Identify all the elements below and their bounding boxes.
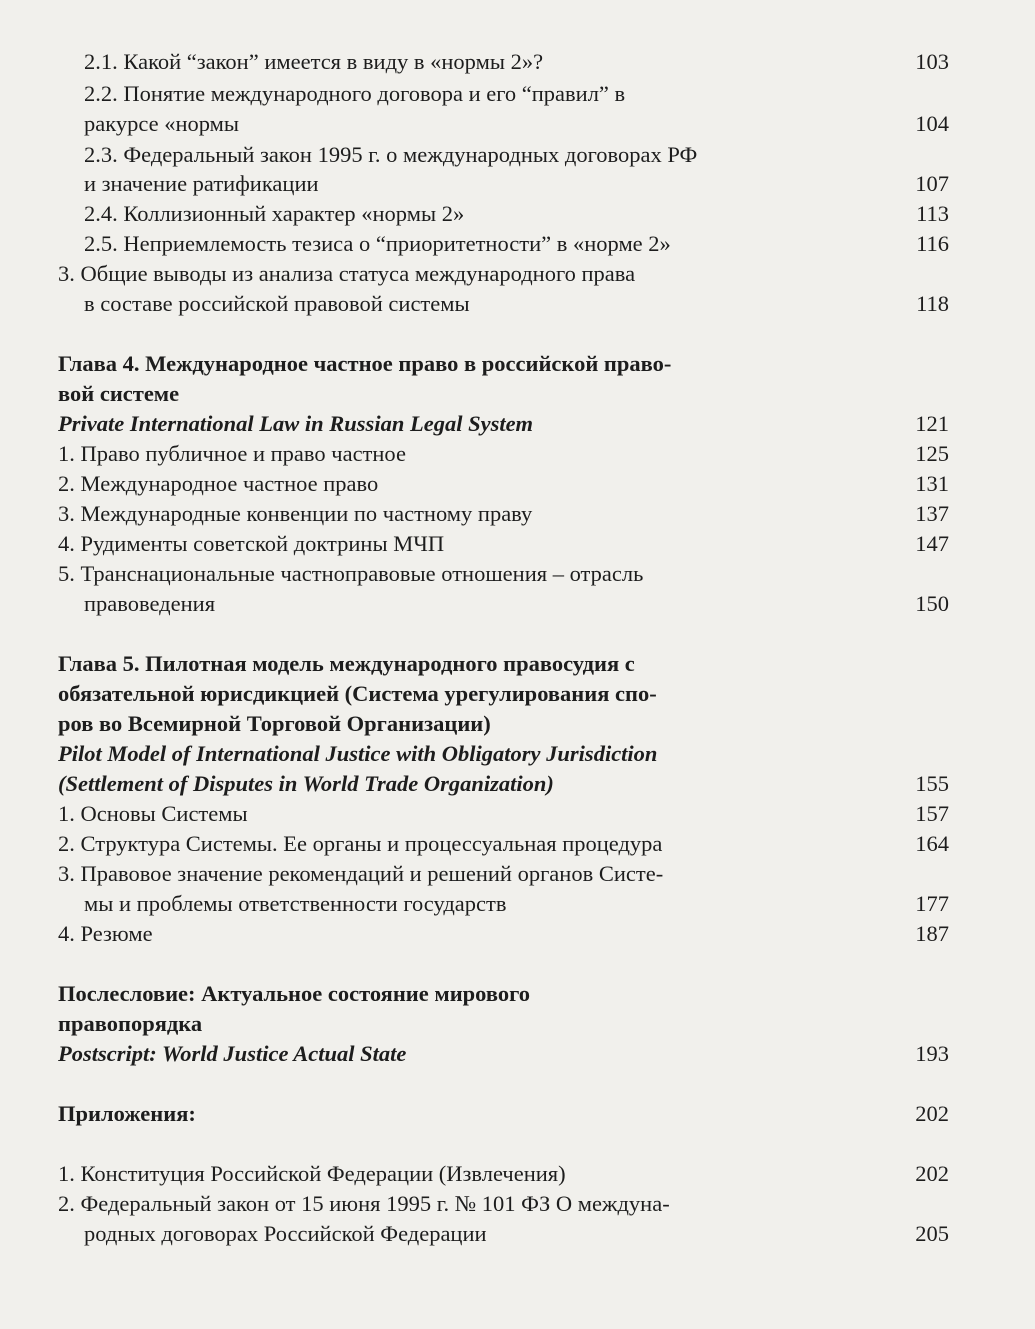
toc-line: [0, 499, 1035, 529]
toc-page-number: 103: [915, 49, 949, 74]
toc-line: [0, 1219, 1035, 1249]
toc-line: [0, 769, 1035, 799]
toc-entry-text: 2. Структура Системы. Ее органы и процессуальная процедура: [58, 831, 663, 856]
toc-entry-text: 1. Конституция Российской Федерации (Извлечения): [58, 1161, 566, 1186]
toc-line: [0, 859, 1035, 889]
toc-page-number: 107: [915, 171, 949, 196]
toc-page-number: 116: [916, 231, 949, 256]
toc-line: [0, 379, 1035, 409]
toc-page-number: 187: [915, 921, 949, 946]
toc-page-number: 177: [915, 891, 949, 916]
toc-entry-text: ракурсе «нормы: [84, 111, 240, 136]
toc-line: [0, 229, 1035, 259]
toc-page-number: 164: [915, 831, 949, 856]
toc-page-number: 155: [915, 771, 949, 796]
toc-line: [0, 649, 1035, 679]
toc-entry-text: обязательной юрисдикцией (Система урегулирования спо-: [58, 681, 657, 706]
toc-line: [0, 799, 1035, 829]
toc-entry-text: родных договорах Российской Федерации: [84, 1221, 487, 1246]
toc-line: [0, 679, 1035, 709]
toc-line: [0, 169, 1035, 199]
toc-page-number: 118: [916, 291, 949, 316]
toc-line: [0, 1039, 1035, 1069]
toc-line: [0, 979, 1035, 1009]
toc-line: [0, 709, 1035, 739]
toc-page-number: 202: [915, 1101, 949, 1126]
toc-line: [0, 1159, 1035, 1189]
toc-entry-text: 3. Правовое значение рекомендаций и решений органов Систе-: [58, 861, 664, 886]
toc-page-number: 137: [915, 501, 949, 526]
toc-entry-text: правопорядка: [58, 1011, 203, 1036]
toc-entry-text: 1. Право публичное и право частное: [58, 441, 406, 466]
toc-entry-text: 3. Общие выводы из анализа статуса международного права: [58, 261, 636, 286]
toc-line: [0, 439, 1035, 469]
toc-entry-text: 2. Международное частное право: [58, 471, 379, 496]
toc-page-number: 205: [915, 1221, 949, 1246]
toc-line: [0, 259, 1035, 289]
toc-entry-text: 2. Федеральный закон от 15 июня 1995 г. № 101 ФЗ О междуна-: [58, 1191, 670, 1216]
toc-entry-text: ров во Всемирной Торговой Организации): [58, 711, 491, 736]
toc-line: [0, 829, 1035, 859]
toc-entry-text: 2.4. Коллизионный характер «нормы 2»: [84, 201, 465, 226]
toc-line: [0, 739, 1035, 769]
toc-entry-text: 2.1. Какой “закон” имеется в виду в «нормы 2»?: [84, 49, 544, 74]
toc-line: [0, 1189, 1035, 1219]
toc-line: [0, 469, 1035, 499]
toc-entry-text: Private International Law in Russian Legal System: [58, 411, 534, 436]
toc-entry-text: 3. Международные конвенции по частному праву: [58, 501, 533, 526]
toc-page-number: 121: [915, 411, 949, 436]
toc-entry-text: Приложения:: [58, 1101, 196, 1126]
toc-page-number: 147: [915, 531, 949, 556]
toc-entry-text: мы и проблемы ответственности государств: [84, 891, 507, 916]
toc-page-number: 193: [915, 1041, 949, 1066]
toc-line: [0, 349, 1035, 379]
toc-entry-text: Послесловие: Актуальное состояние мирового: [58, 981, 531, 1006]
toc-entry-text: 1. Основы Системы: [58, 801, 248, 826]
toc-page-number: 104: [915, 111, 949, 136]
toc-line: [0, 589, 1035, 619]
toc-entry-text: 2.5. Неприемлемость тезиса о “приоритетности” в «норме 2»: [84, 231, 671, 256]
toc-line: [0, 47, 1035, 77]
toc-entry-text: 4. Рудименты советской доктрины МЧП: [58, 531, 445, 556]
toc-line: [0, 1099, 1035, 1129]
toc-line: [0, 79, 1035, 109]
toc-line: [0, 559, 1035, 589]
toc-line: [0, 409, 1035, 439]
toc-page-number: 157: [915, 801, 949, 826]
toc-line: [0, 529, 1035, 559]
toc-line: [0, 140, 1035, 170]
toc-line: [0, 919, 1035, 949]
toc-page-number: 150: [915, 591, 949, 616]
toc-entry-text: правоведения: [84, 591, 216, 616]
toc-page-number: 202: [915, 1161, 949, 1186]
toc-entry-text: Postscript: World Justice Actual State: [58, 1041, 407, 1066]
toc-page-number: 131: [915, 471, 949, 496]
toc-entry-text: 5. Транснациональные частноправовые отношения – отрасль: [58, 561, 644, 586]
toc-entry-text: Глава 5. Пилотная модель международного правосудия с: [58, 651, 635, 676]
toc-entry-text: 2.3. Федеральный закон 1995 г. о международных договорах РФ: [84, 142, 698, 167]
toc-entry-text: 4. Резюме: [58, 921, 153, 946]
toc-entry-text: и значение ратификации: [84, 171, 319, 196]
toc-page-number: 113: [916, 201, 949, 226]
toc-page-number: 125: [915, 441, 949, 466]
toc-line: [0, 1009, 1035, 1039]
toc-line: [0, 889, 1035, 919]
toc-entry-text: Pilot Model of International Justice with Obligatory Jurisdiction: [58, 741, 658, 766]
toc-entry-text: в составе российской правовой системы: [84, 291, 470, 316]
toc-line: [0, 289, 1035, 319]
toc-line: [0, 109, 1035, 139]
toc-entry-text: Глава 4. Международное частное право в российской право-: [58, 351, 672, 376]
toc-entry-text: 2.2. Понятие международного договора и его “правил” в: [84, 81, 626, 106]
toc-entry-text: (Settlement of Disputes in World Trade Organization): [58, 771, 554, 796]
toc-line: [0, 199, 1035, 229]
toc-entry-text: вой системе: [58, 381, 180, 406]
